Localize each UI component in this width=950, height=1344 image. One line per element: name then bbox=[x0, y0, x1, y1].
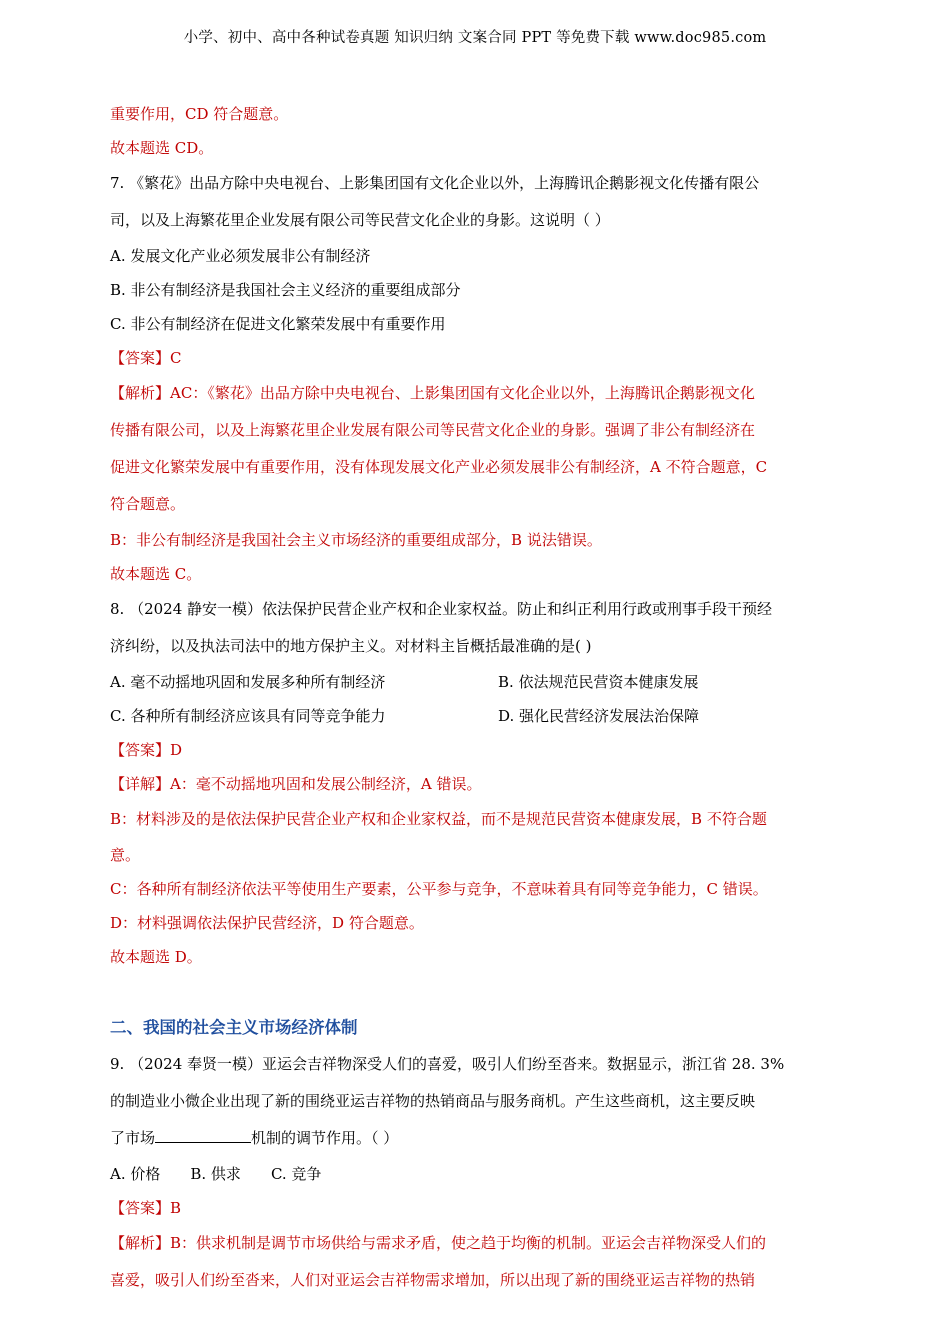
answer-tag: 【答案】 bbox=[110, 1199, 171, 1217]
q8-conclusion: 故本题选 D。 bbox=[110, 948, 202, 966]
answer-value: D bbox=[170, 741, 183, 759]
q7-analysis-line3: 促进文化繁荣发展中有重要作用，没有体现发展文化产业必须发展非公有制经济，A 不符合题意，C bbox=[110, 458, 768, 476]
q8-option-b: B. 依法规范民营资本健康发展 bbox=[498, 673, 699, 691]
q8-detail-c: C：各种所有制经济依法平等使用生产要素，公平参与竞争，不意味着具有同等竞争能力，C 错误。 bbox=[110, 880, 768, 898]
q9-option-a: A. 价格 bbox=[110, 1165, 161, 1183]
q7-analysis-b: B：非公有制经济是我国社会主义市场经济的重要组成部分，B 说法错误。 bbox=[110, 531, 602, 549]
answer-value: C bbox=[170, 349, 182, 367]
q7-conclusion: 故本题选 C。 bbox=[110, 565, 202, 583]
q7-stem-line1: 7. 《繁花》出品方除中央电视台、上影集团国有文化企业以外，上海腾讯企鹅影视文化传播有限公 bbox=[110, 174, 760, 192]
answer-value: B bbox=[170, 1199, 182, 1217]
q8-option-d: D. 强化民营经济发展法治保障 bbox=[498, 707, 700, 725]
q9-option-b: B. 供求 bbox=[190, 1165, 241, 1183]
q8-option-c: C. 各种所有制经济应该具有同等竞争能力 bbox=[110, 707, 386, 725]
q7-stem-line2: 司，以及上海繁花里企业发展有限公司等民营文化企业的身影。这说明（ ） bbox=[110, 211, 610, 229]
detail-tag: 【详解】 bbox=[110, 775, 171, 793]
question-7 bbox=[110, 165, 845, 591]
answer-tag: 【答案】 bbox=[110, 349, 171, 367]
q9-stem-pre: 了市场 bbox=[110, 1129, 156, 1147]
question-8 bbox=[110, 591, 845, 974]
q8-detail-b2: 意。 bbox=[110, 846, 141, 864]
q9-stem-line3 bbox=[110, 1120, 845, 1157]
q9-stem-post: 机制的调节作用。（ ） bbox=[251, 1129, 399, 1147]
question-9 bbox=[110, 1046, 845, 1299]
q8-answer bbox=[110, 733, 845, 767]
q9-option-c: C. 竞争 bbox=[270, 1165, 322, 1183]
q8-detail-b1: B：材料涉及的是依法保护民营企业产权和企业家权益，而不是规范民营资本健康发展，B 不符合题 bbox=[110, 810, 767, 828]
q7-option-a: A. 发展文化产业必须发展非公有制经济 bbox=[110, 247, 371, 265]
q9-stem-line2: 的制造业小微企业出现了新的围绕亚运吉祥物的热销商品与服务商机。产生这些商机，这主要反映 bbox=[110, 1092, 756, 1110]
detail-text: A：毫不动摇地巩固和发展公制经济，A 错误。 bbox=[170, 775, 482, 793]
q9-stem-line1: 9. （2024 奉贤一模）亚运会吉祥物深受人们的喜爱，吸引人们纷至沓来。数据显示，浙江省 28. 3% bbox=[110, 1055, 785, 1073]
analysis-text: B：供求机制是调节市场供给与需求矛盾，使之趋于均衡的机制。亚运会吉祥物深受人们的 bbox=[170, 1234, 767, 1252]
analysis-text: AC：《繁花》出品方除中央电视台、上影集团国有文化企业以外，上海腾讯企鹅影视文化 bbox=[170, 384, 755, 402]
q7-analysis-line2: 传播有限公司，以及上海繁花里企业发展有限公司等民营文化企业的身影。强调了非公有制经济在 bbox=[110, 421, 756, 439]
prev-analysis-line: 重要作用，CD 符合题意。 bbox=[110, 105, 289, 123]
q7-option-b: B. 非公有制经济是我国社会主义经济的重要组成部分 bbox=[110, 281, 461, 299]
q8-stem-line2: 济纠纷，以及执法司法中的地方保护主义。对材料主旨概括最准确的是( ) bbox=[110, 637, 592, 655]
q8-options-row1 bbox=[110, 665, 845, 699]
prev-conclusion: 故本题选 CD。 bbox=[110, 139, 214, 157]
analysis-tag: 【解析】 bbox=[110, 1234, 171, 1252]
document-body bbox=[110, 97, 845, 1299]
q9-analysis-line1 bbox=[110, 1225, 845, 1262]
q8-option-a: A. 毫不动摇地巩固和发展多种所有制经济 bbox=[110, 673, 386, 691]
q7-analysis-line1 bbox=[110, 375, 845, 412]
q8-options-row2 bbox=[110, 699, 845, 733]
analysis-tag: 【解析】 bbox=[110, 384, 171, 402]
q7-option-c: C. 非公有制经济在促进文化繁荣发展中有重要作用 bbox=[110, 315, 446, 333]
q9-analysis-line2: 喜爱，吸引人们纷至沓来，人们对亚运会吉祥物需求增加，所以出现了新的围绕亚运吉祥物的热销 bbox=[110, 1271, 756, 1289]
answer-tag: 【答案】 bbox=[110, 741, 171, 759]
q9-options bbox=[110, 1157, 845, 1191]
section-heading: 二、我国的社会主义市场经济体制 bbox=[110, 1018, 358, 1037]
q8-detail-d: D：材料强调依法保护民营经济，D 符合题意。 bbox=[110, 914, 424, 932]
q8-stem-line1: 8. （2024 静安一模）依法保护民营企业产权和企业家权益。防止和纠正利用行政或刑事手段干预经 bbox=[110, 600, 773, 618]
q7-analysis-line4: 符合题意。 bbox=[110, 495, 186, 513]
fill-blank bbox=[155, 1126, 251, 1143]
q7-answer bbox=[110, 341, 845, 375]
q8-detail-a bbox=[110, 767, 845, 801]
page-header: 小学、初中、高中各种试卷真题 知识归纳 文案合同 PPT 等免费下载 www.doc985.com bbox=[183, 30, 767, 46]
q9-answer bbox=[110, 1191, 845, 1225]
